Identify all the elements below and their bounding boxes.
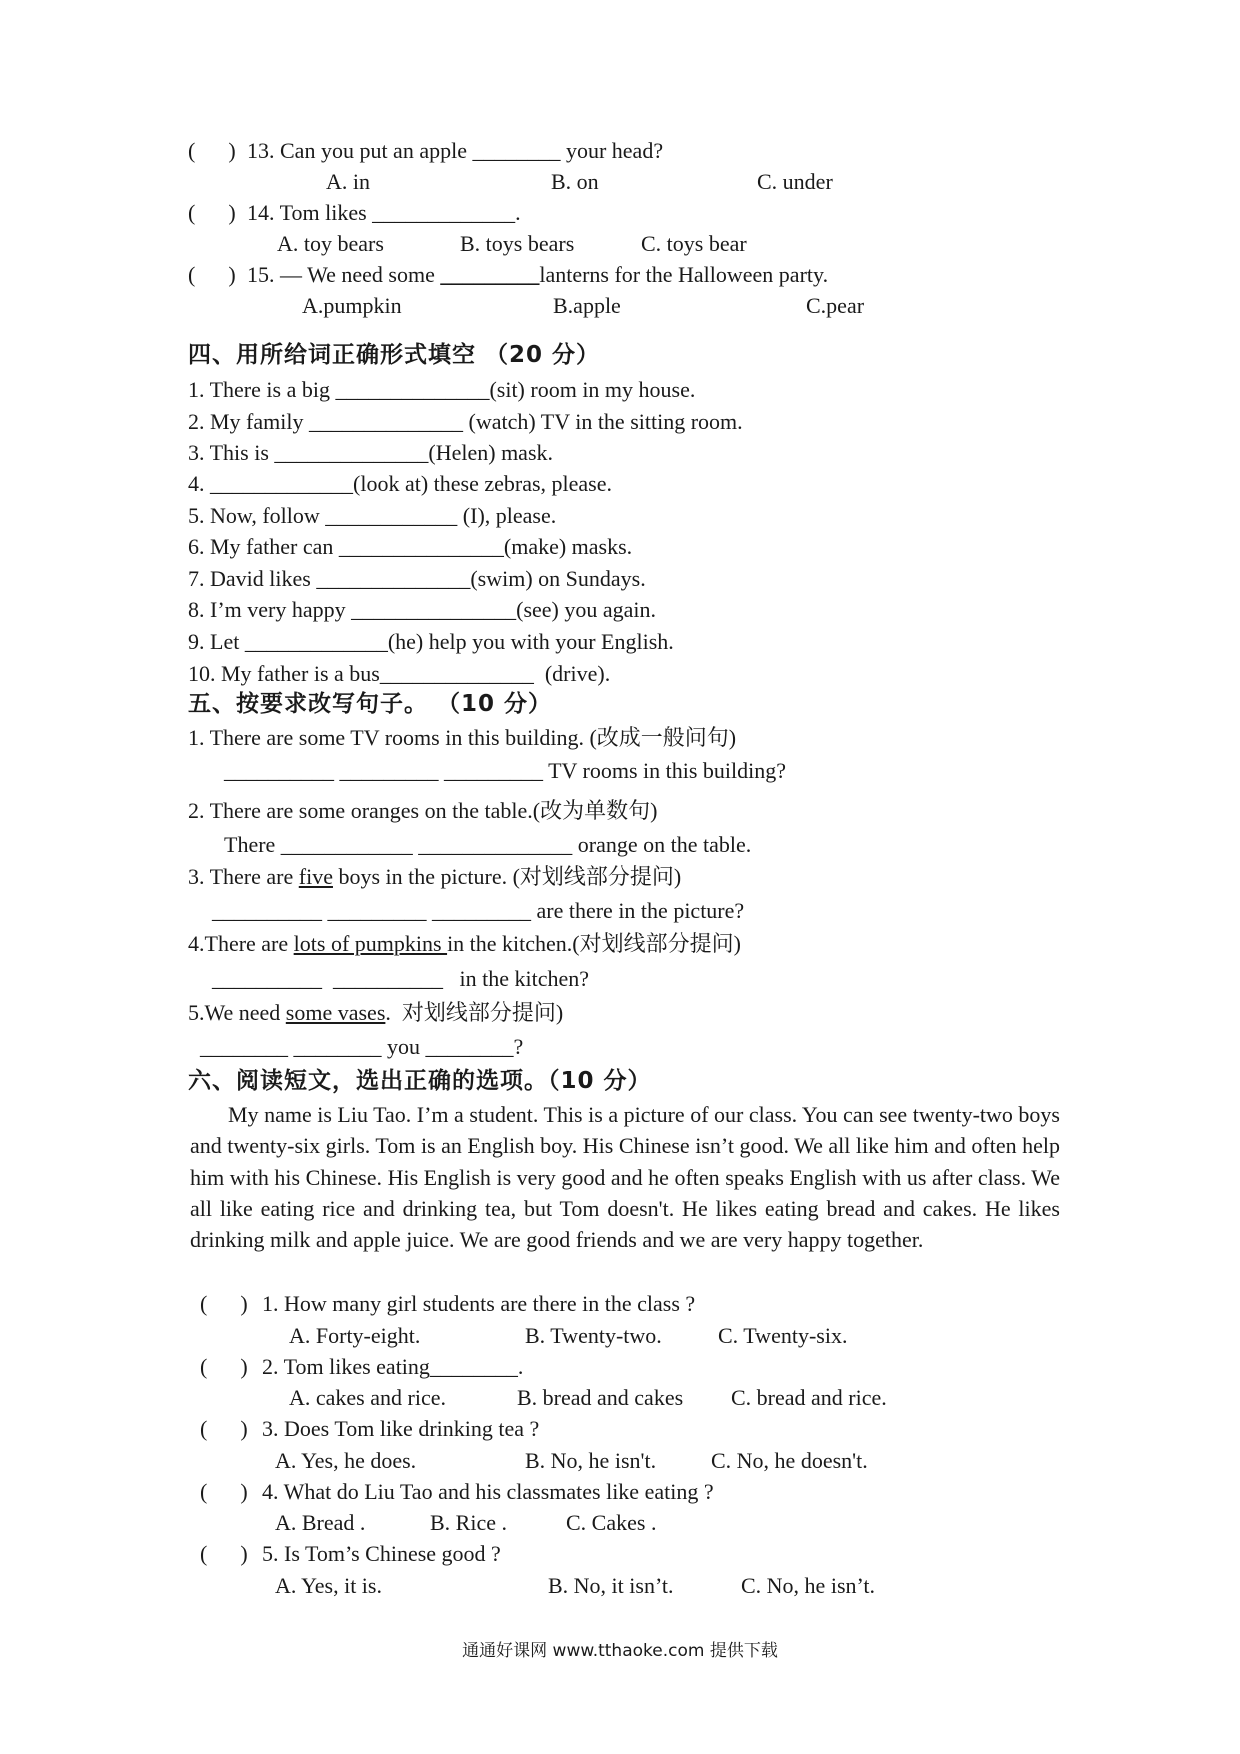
option-c: C. No, he isn’t. (741, 1573, 876, 1598)
rewrite-2-prompt: 2. There are some oranges on the table.(改为单数句) (188, 798, 658, 823)
rewrite-5-answer-line[interactable]: ________ ________ you ________? (200, 1034, 524, 1059)
fill-item-2: 2. My family ______________ (watch) TV in the sitting room. (188, 409, 743, 434)
option-b: B.apple (553, 293, 621, 318)
question-text-after: lanterns for the Halloween party. (539, 262, 829, 287)
section-4-heading: 四、用所给词正确形式填空 （20 分） (188, 342, 601, 368)
fill-item-4: 4. _____________(look at) these zebras, please. (188, 471, 612, 496)
answer-blank[interactable]: _________ (440, 262, 540, 287)
reading-passage: My name is Liu Tao. I’m a student. This is a picture of our class. You can see twenty-two boys and twenty-six girls. Tom is an English boy. His Chinese isn’t good. We all like him and often help him with his Chinese. His English is very good and he often speaks English with us after class. We all like eating rice and drinking tea, but Tom doesn't. He likes eating bread and cakes. He likes drinking milk and apple juice. We are good friends and we are very happy together. (190, 1102, 1060, 1253)
option-b: B. Twenty-two. (525, 1323, 662, 1348)
question-text: 13. Can you put an apple ________ your head? (247, 138, 664, 163)
option-c: C. toys bear (641, 231, 747, 256)
option-b: B. No, he isn't. (525, 1448, 657, 1473)
prompt-text: 3. There are (188, 864, 299, 889)
option-b: B. No, it isn’t. (548, 1573, 674, 1598)
option-c: C. No, he doesn't. (711, 1448, 868, 1473)
section-6-heading: 六、阅读短文，选出正确的选项。（10 分） (188, 1068, 652, 1094)
rewrite-4-answer-line[interactable]: __________ __________ in the kitchen? (212, 966, 590, 991)
question-text-before: 15. — We need some (247, 262, 441, 287)
option-a: A. cakes and rice. (289, 1385, 446, 1410)
answer-paren[interactable]: ( ) (200, 1479, 248, 1504)
prompt-text: 4.There are (188, 931, 294, 956)
option-c: C. Twenty-six. (718, 1323, 848, 1348)
answer-paren[interactable]: ( ) (200, 1354, 248, 1379)
question-text: 2. Tom likes eating________. (262, 1354, 524, 1379)
prompt-text: in the kitchen.(对划线部分提问) (447, 931, 741, 956)
fill-item-3: 3. This is ______________(Helen) mask. (188, 440, 554, 465)
section-5-heading: 五、按要求改写句子。 （10 分） (188, 691, 553, 717)
answer-paren[interactable]: ( ) (200, 1416, 248, 1441)
rewrite-4-prompt (188, 929, 741, 959)
option-a: A. toy bears (277, 231, 384, 256)
rewrite-1-prompt: 1. There are some TV rooms in this building. (改成一般问句) (188, 725, 737, 750)
option-c: C. Cakes . (566, 1510, 657, 1535)
question-text: 1. How many girl students are there in the class ? (262, 1291, 696, 1316)
option-c: C. under (757, 169, 833, 194)
option-c: C.pear (806, 293, 865, 318)
answer-paren[interactable]: ( ) (188, 262, 236, 287)
answer-paren[interactable]: ( ) (188, 200, 236, 225)
option-b: B. Rice . (430, 1510, 507, 1535)
rewrite-3-prompt (188, 862, 681, 892)
fill-item-7: 7. David likes ______________(swim) on Sundays. (188, 566, 646, 591)
question-text: 4. What do Liu Tao and his classmates like eating ? (262, 1479, 714, 1504)
prompt-text: 5.We need (188, 1000, 286, 1025)
question-text (247, 260, 828, 290)
answer-paren[interactable]: ( ) (200, 1291, 248, 1316)
option-b: B. bread and cakes (517, 1385, 684, 1410)
option-a: A. in (326, 169, 370, 194)
fill-item-8: 8. I’m very happy _______________(see) you again. (188, 597, 657, 622)
underlined-part: lots of pumpkins (293, 931, 448, 956)
footer-source: 通通好课网 www.tthaoke.com 提供下载 (462, 1641, 778, 1661)
option-a: A.pumpkin (302, 293, 402, 318)
fill-item-9: 9. Let _____________(he) help you with your English. (188, 629, 674, 654)
underlined-part: five (298, 864, 333, 889)
underlined-part: some vases (285, 1000, 386, 1025)
option-c: C. bread and rice. (731, 1385, 887, 1410)
answer-paren[interactable]: ( ) (188, 138, 236, 163)
option-a: A. Bread . (275, 1510, 366, 1535)
option-a: A. Yes, he does. (275, 1448, 417, 1473)
prompt-text: boys in the picture. (对划线部分提问) (332, 864, 682, 889)
question-text: 3. Does Tom like drinking tea ? (262, 1416, 540, 1441)
rewrite-3-answer-line[interactable]: __________ _________ _________ are there in the picture? (212, 898, 745, 923)
option-a: A. Yes, it is. (275, 1573, 382, 1598)
fill-item-5: 5. Now, follow ____________ (I), please. (188, 503, 557, 528)
rewrite-5-prompt (188, 998, 563, 1028)
answer-paren[interactable]: ( ) (200, 1541, 248, 1566)
fill-item-6: 6. My father can _______________(make) masks. (188, 534, 633, 559)
prompt-text: . 对划线部分提问) (385, 1000, 564, 1025)
question-text: 5. Is Tom’s Chinese good ? (262, 1541, 501, 1566)
option-a: A. Forty-eight. (289, 1323, 421, 1348)
rewrite-1-answer-line[interactable]: __________ _________ _________ TV rooms in this building? (224, 758, 787, 783)
question-text: 14. Tom likes _____________. (247, 200, 521, 225)
option-b: B. toys bears (460, 231, 575, 256)
option-b: B. on (551, 169, 599, 194)
rewrite-2-answer-line[interactable]: There ____________ ______________ orange on the table. (224, 832, 752, 857)
fill-item-1: 1. There is a big ______________(sit) room in my house. (188, 377, 696, 402)
fill-item-10: 10. My father is a bus______________ (drive). (188, 661, 611, 686)
